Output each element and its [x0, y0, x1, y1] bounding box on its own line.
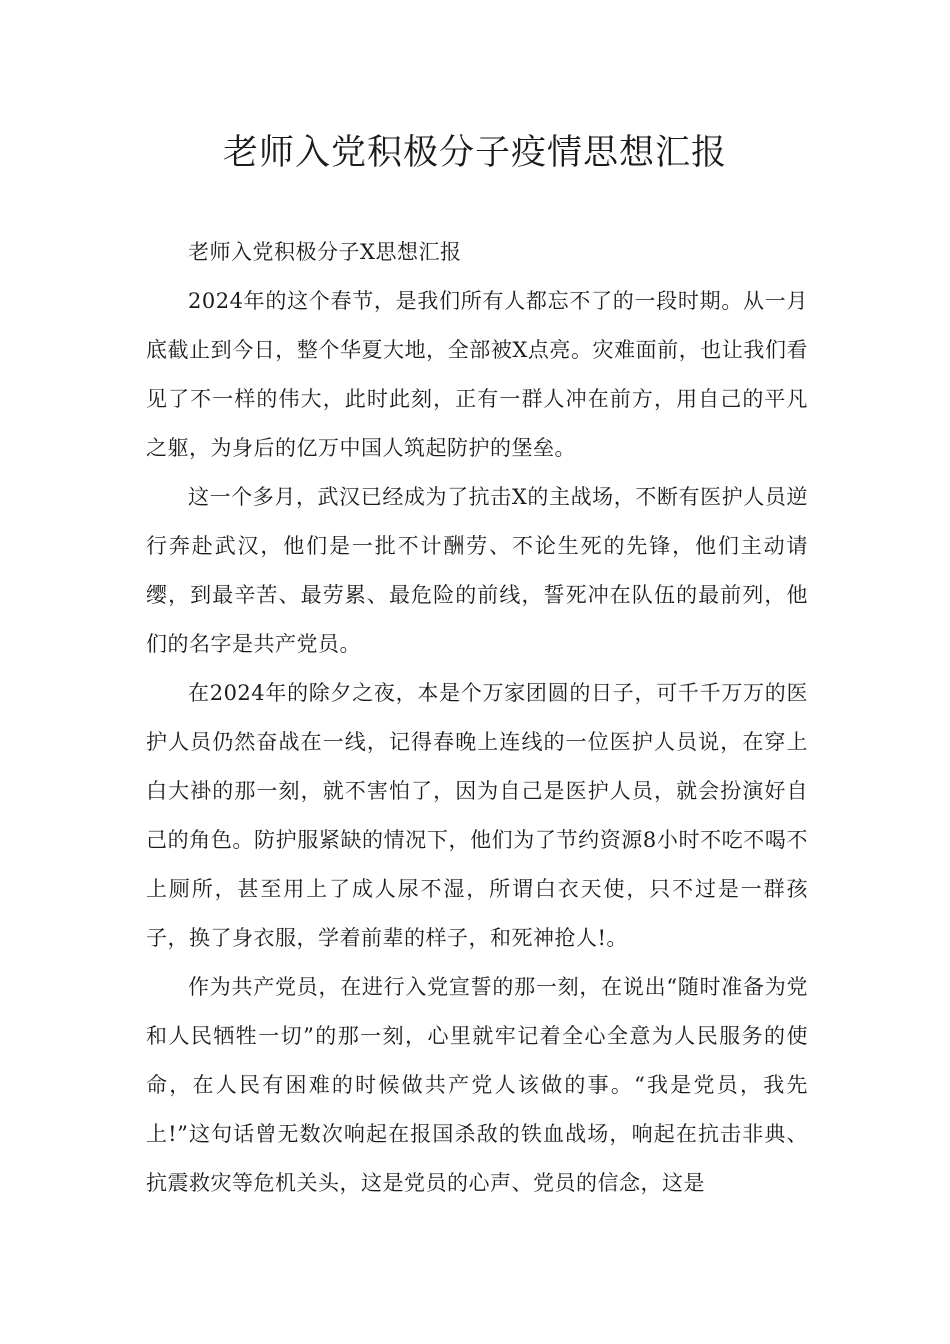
- paragraph: 2024年的这个春节，是我们所有人都忘不了的一段时期。从一月底截止到今日，整个华夏大地，全部被X点亮。灾难面前，也让我们看见了不一样的伟大，此时此刻，正有一群人冲在前方，用自己的平凡之躯，为身后的亿万中国人筑起防护的堡垒。: [146, 289, 808, 460]
- document-title: 老师入党积极分子疫情思想汇报: [222, 133, 727, 173]
- document-body: [146, 228, 808, 1208]
- paragraph: 在2024年的除夕之夜，本是个万家团圆的日子，可千千万万的医护人员仍然奋战在一线，记得春晚上连线的一位医护人员说，在穿上白大褂的那一刻，就不害怕了，因为自己是医护人员，就会扮演好自己的角色。防护服紧缺的情况下，他们为了节约资源8小时不吃不喝不上厕所，甚至用上了成人尿不湿，所谓白衣天使，只不过是一群孩子，换了身衣服，学着前辈的样子，和死神抢人!。: [146, 681, 808, 950]
- paragraph: 作为共产党员，在进行入党宣誓的那一刻，在说出“随时准备为党和人民牺牲一切”的那一刻，心里就牢记着全心全意为人民服务的使命，在人民有困难的时候做共产党人该做的事。“我是党员，我先上!”这句话曾无数次响起在报国杀敌的铁血战场，响起在抗击非典、抗震救灾等危机关头，这是党员的心声、党员的信念，这是: [146, 975, 808, 1195]
- paragraph-subtitle: 老师入党积极分子X思想汇报: [188, 240, 462, 264]
- paragraph: 这一个多月，武汉已经成为了抗击X的主战场，不断有医护人员逆行奔赴武汉，他们是一批不计酬劳、不论生死的先锋，他们主动请缨，到最辛苦、最劳累、最危险的前线，誓死冲在队伍的最前列，他们的名字是共产党员。: [146, 485, 808, 656]
